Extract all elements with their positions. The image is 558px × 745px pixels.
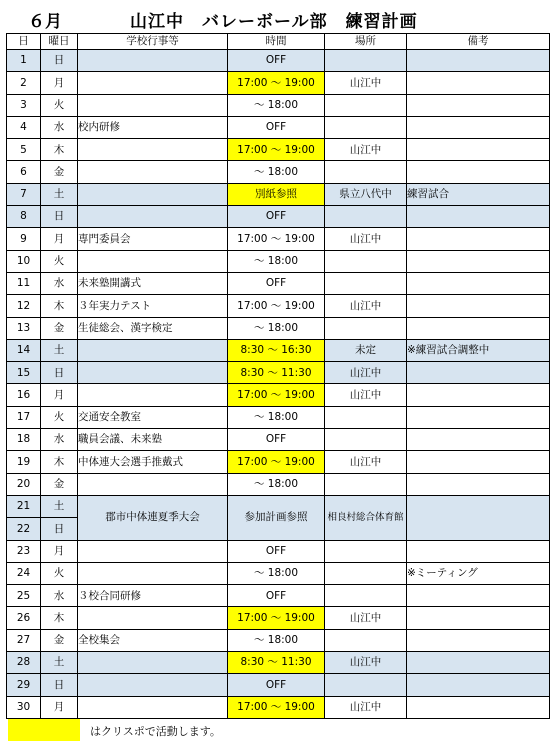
time-cell: 17:00 ～ 19:00 (228, 72, 325, 94)
day-cell: 15 (7, 362, 41, 384)
time-cell: 17:00 ～ 19:00 (228, 451, 325, 473)
day-cell: 29 (7, 674, 41, 696)
note-cell (407, 384, 550, 406)
table-row (7, 339, 550, 361)
table-row (7, 272, 550, 294)
time-cell: ～ 18:00 (228, 250, 325, 272)
table-row (7, 562, 550, 584)
weekday-cell: 月 (41, 384, 78, 406)
table-row (7, 362, 550, 384)
day-cell: 21 (7, 495, 41, 517)
table-row (7, 116, 550, 138)
event-cell: 未来塾開講式 (78, 272, 228, 294)
time-cell: OFF (228, 272, 325, 294)
weekday-cell: 水 (41, 585, 78, 607)
event-cell (78, 161, 228, 183)
note-cell (407, 607, 550, 629)
time-cell: OFF (228, 116, 325, 138)
note-cell (407, 94, 550, 116)
time-cell: ～ 18:00 (228, 317, 325, 339)
time-cell: 17:00 ～ 19:00 (228, 228, 325, 250)
table-row (7, 139, 550, 161)
weekday-cell: 土 (41, 183, 78, 205)
note-cell (407, 317, 550, 339)
schedule-table (6, 33, 550, 719)
legend-text: はクリスポで活動します。 (90, 725, 221, 738)
day-cell: 4 (7, 116, 41, 138)
table-row (7, 295, 550, 317)
day-cell: 1 (7, 50, 41, 72)
note-cell (407, 50, 550, 72)
event-cell (78, 206, 228, 228)
day-cell: 9 (7, 228, 41, 250)
place-cell: 山江中 (325, 696, 407, 718)
weekday-cell: 月 (41, 696, 78, 718)
page-title (0, 4, 558, 32)
time-cell: ～ 18:00 (228, 629, 325, 651)
day-cell: 8 (7, 206, 41, 228)
note-cell (407, 585, 550, 607)
event-cell (78, 362, 228, 384)
time-cell: 17:00 ～ 19:00 (228, 139, 325, 161)
place-cell (325, 272, 407, 294)
table-row (7, 228, 550, 250)
event-cell (78, 339, 228, 361)
weekday-cell: 木 (41, 451, 78, 473)
event-cell (78, 696, 228, 718)
schedule-body (7, 50, 550, 719)
place-cell: 未定 (325, 339, 407, 361)
place-cell: 山江中 (325, 607, 407, 629)
table-row (7, 652, 550, 674)
table-row (7, 495, 550, 517)
time-cell: 別紙参照 (228, 183, 325, 205)
time-cell: ～ 18:00 (228, 406, 325, 428)
time-cell: 17:00 ～ 19:00 (228, 384, 325, 406)
place-cell: 山江中 (325, 139, 407, 161)
weekday-cell: 月 (41, 228, 78, 250)
header-row (7, 34, 550, 50)
time-cell: 8:30 ～ 11:30 (228, 362, 325, 384)
place-cell (325, 629, 407, 651)
header-note: 備考 (407, 34, 550, 50)
time-cell: OFF (228, 585, 325, 607)
place-cell (325, 116, 407, 138)
event-cell: 全校集会 (78, 629, 228, 651)
weekday-cell: 日 (41, 518, 78, 540)
table-row (7, 429, 550, 451)
place-cell: 山江中 (325, 228, 407, 250)
table-row (7, 183, 550, 205)
day-cell: 14 (7, 339, 41, 361)
time-cell: 17:00 ～ 19:00 (228, 607, 325, 629)
time-cell: OFF (228, 674, 325, 696)
legend-swatch (8, 719, 80, 741)
note-cell: ※練習試合調整中 (407, 339, 550, 361)
time-cell: ～ 18:00 (228, 473, 325, 495)
time-cell: 参加計画参照 (228, 495, 325, 540)
table-row (7, 540, 550, 562)
day-cell: 18 (7, 429, 41, 451)
header-place: 場所 (325, 34, 407, 50)
weekday-cell: 火 (41, 406, 78, 428)
table-row (7, 473, 550, 495)
place-cell (325, 406, 407, 428)
table-row (7, 696, 550, 718)
note-cell (407, 495, 550, 540)
header-time: 時間 (228, 34, 325, 50)
note-cell (407, 116, 550, 138)
day-cell: 2 (7, 72, 41, 94)
event-cell: 生徒総会、漢字検定 (78, 317, 228, 339)
day-cell: 24 (7, 562, 41, 584)
event-cell: 交通安全教室 (78, 406, 228, 428)
note-cell (407, 451, 550, 473)
note-cell (407, 629, 550, 651)
header-event: 学校行事等 (78, 34, 228, 50)
place-cell: 山江中 (325, 362, 407, 384)
note-cell (407, 362, 550, 384)
weekday-cell: 水 (41, 272, 78, 294)
place-cell: 山江中 (325, 652, 407, 674)
place-cell: 県立八代中 (325, 183, 407, 205)
note-cell (407, 272, 550, 294)
event-cell (78, 473, 228, 495)
note-cell: ※ミーティング (407, 562, 550, 584)
table-row (7, 607, 550, 629)
event-cell (78, 50, 228, 72)
day-cell: 17 (7, 406, 41, 428)
weekday-cell: 金 (41, 629, 78, 651)
table-row (7, 250, 550, 272)
event-cell (78, 540, 228, 562)
day-cell: 5 (7, 139, 41, 161)
note-cell (407, 696, 550, 718)
day-cell: 30 (7, 696, 41, 718)
day-cell: 3 (7, 94, 41, 116)
header-weekday: 曜日 (41, 34, 78, 50)
time-cell: OFF (228, 206, 325, 228)
time-cell: ～ 18:00 (228, 94, 325, 116)
table-row (7, 94, 550, 116)
time-cell: 8:30 ～ 11:30 (228, 652, 325, 674)
weekday-cell: 火 (41, 94, 78, 116)
event-cell: 職員会議、未来塾 (78, 429, 228, 451)
place-cell (325, 50, 407, 72)
event-cell: 専門委員会 (78, 228, 228, 250)
day-cell: 23 (7, 540, 41, 562)
table-row (7, 629, 550, 651)
event-cell (78, 607, 228, 629)
day-cell: 26 (7, 607, 41, 629)
day-cell: 13 (7, 317, 41, 339)
day-cell: 6 (7, 161, 41, 183)
note-cell (407, 161, 550, 183)
place-cell: 山江中 (325, 384, 407, 406)
weekday-cell: 火 (41, 562, 78, 584)
event-cell: 中体連大会選手推戴式 (78, 451, 228, 473)
place-cell (325, 250, 407, 272)
event-cell (78, 94, 228, 116)
note-cell (407, 473, 550, 495)
event-cell: 郡市中体連夏季大会 (78, 495, 228, 540)
note-cell: 練習試合 (407, 183, 550, 205)
note-cell (407, 429, 550, 451)
weekday-cell: 日 (41, 674, 78, 696)
event-cell (78, 652, 228, 674)
table-row (7, 406, 550, 428)
day-cell: 28 (7, 652, 41, 674)
place-cell (325, 94, 407, 116)
legend (8, 719, 408, 741)
event-cell: ３校合同研修 (78, 585, 228, 607)
day-cell: 11 (7, 272, 41, 294)
day-cell: 12 (7, 295, 41, 317)
table-row (7, 451, 550, 473)
place-cell (325, 562, 407, 584)
day-cell: 19 (7, 451, 41, 473)
place-cell: 山江中 (325, 451, 407, 473)
event-cell (78, 250, 228, 272)
note-cell (407, 139, 550, 161)
place-cell (325, 674, 407, 696)
note-cell (407, 206, 550, 228)
event-cell: 校内研修 (78, 116, 228, 138)
place-cell (325, 540, 407, 562)
weekday-cell: 木 (41, 607, 78, 629)
place-cell (325, 429, 407, 451)
day-cell: 25 (7, 585, 41, 607)
note-cell (407, 250, 550, 272)
weekday-cell: 木 (41, 295, 78, 317)
weekday-cell: 月 (41, 72, 78, 94)
place-cell (325, 317, 407, 339)
note-cell (407, 540, 550, 562)
time-cell: OFF (228, 540, 325, 562)
note-cell (407, 406, 550, 428)
day-cell: 22 (7, 518, 41, 540)
weekday-cell: 水 (41, 116, 78, 138)
time-cell: ～ 18:00 (228, 161, 325, 183)
table-row (7, 161, 550, 183)
day-cell: 7 (7, 183, 41, 205)
place-cell: 相良村総合体育館 (325, 495, 407, 540)
day-cell: 16 (7, 384, 41, 406)
table-row (7, 674, 550, 696)
time-cell: OFF (228, 50, 325, 72)
title-month: ６月 (28, 12, 62, 32)
note-cell (407, 72, 550, 94)
place-cell: 山江中 (325, 295, 407, 317)
event-cell (78, 562, 228, 584)
weekday-cell: 木 (41, 139, 78, 161)
table-row (7, 206, 550, 228)
title-main: 山江中 バレーボール部 練習計画 (130, 12, 418, 32)
note-cell (407, 295, 550, 317)
event-cell (78, 183, 228, 205)
time-cell: OFF (228, 429, 325, 451)
time-cell: ～ 18:00 (228, 562, 325, 584)
event-cell (78, 384, 228, 406)
weekday-cell: 土 (41, 495, 78, 517)
event-cell: ３年実力テスト (78, 295, 228, 317)
day-cell: 10 (7, 250, 41, 272)
weekday-cell: 日 (41, 206, 78, 228)
weekday-cell: 土 (41, 652, 78, 674)
place-cell: 山江中 (325, 72, 407, 94)
weekday-cell: 土 (41, 339, 78, 361)
place-cell (325, 161, 407, 183)
day-cell: 20 (7, 473, 41, 495)
weekday-cell: 日 (41, 50, 78, 72)
time-cell: 8:30 ～ 16:30 (228, 339, 325, 361)
time-cell: 17:00 ～ 19:00 (228, 696, 325, 718)
note-cell (407, 674, 550, 696)
weekday-cell: 金 (41, 473, 78, 495)
table-row (7, 384, 550, 406)
table-row (7, 585, 550, 607)
weekday-cell: 金 (41, 161, 78, 183)
place-cell (325, 473, 407, 495)
weekday-cell: 水 (41, 429, 78, 451)
weekday-cell: 火 (41, 250, 78, 272)
time-cell: 17:00 ～ 19:00 (228, 295, 325, 317)
place-cell (325, 585, 407, 607)
event-cell (78, 72, 228, 94)
event-cell (78, 139, 228, 161)
table-row (7, 317, 550, 339)
weekday-cell: 月 (41, 540, 78, 562)
weekday-cell: 金 (41, 317, 78, 339)
weekday-cell: 日 (41, 362, 78, 384)
table-row (7, 50, 550, 72)
day-cell: 27 (7, 629, 41, 651)
place-cell (325, 206, 407, 228)
note-cell (407, 228, 550, 250)
header-day: 日 (7, 34, 41, 50)
table-row (7, 72, 550, 94)
note-cell (407, 652, 550, 674)
event-cell (78, 674, 228, 696)
